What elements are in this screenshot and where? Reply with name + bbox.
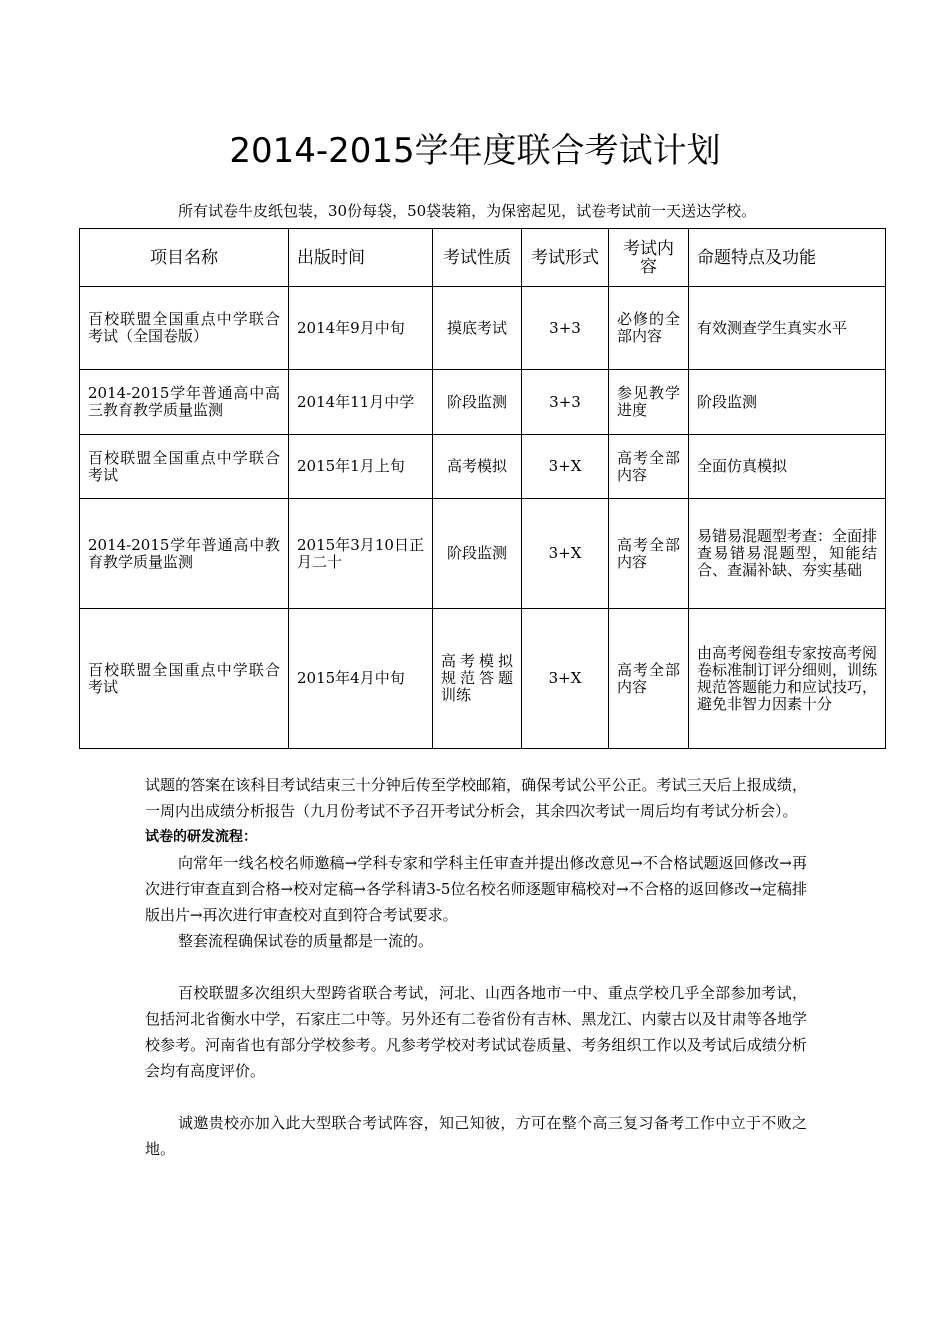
cell-exam-form: 3+X [522,435,609,499]
cell-publish-time: 2015年4月中旬 [289,609,433,749]
process-paragraph: 向常年一线名校名师邀稿→学科专家和学科主任审查并提出修改意见→不合格试题返回修改→再次进行审查直到合格→校对定稿→各学科请3-5位名校名师逐题审稿校对→不合格的返回修改→定稿排版出片→再次进行审查校对直到符合考试要求。 [145,854,807,924]
cell-exam-content: 高考全部内容 [609,435,689,499]
table-row [80,499,886,609]
cell-project-name: 2014-2015学年普通高中教育教学质量监测 [80,499,289,609]
cell-features: 易错易混题型考查：全面排查易错易混题型，知能结合、查漏补缺、夯实基础 [689,499,886,609]
cell-publish-time: 2015年3月10日正月二十 [289,499,433,609]
cell-exam-content: 高考全部内容 [609,499,689,609]
cell-publish-time: 2014年9月中旬 [289,287,433,370]
cell-exam-form: 3+X [522,499,609,609]
cell-features: 由高考阅卷组专家按高考阅卷标准制订评分细则，训练规范答题能力和应试技巧，避免非智力因素十分 [689,609,886,749]
cell-features: 全面仿真模拟 [689,435,886,499]
cell-exam-form: 3+3 [522,370,609,435]
cell-project-name: 百校联盟全国重点中学联合考试 [80,435,289,499]
process-heading: 试卷的研发流程： [145,829,257,845]
header-project-name: 项目名称 [80,229,289,287]
cell-features: 阶段监测 [689,370,886,435]
cell-publish-time: 2014年11月中学 [289,370,433,435]
body-section [145,772,807,1162]
document-title: 2014-2015学年度联合考试计划 [229,131,721,171]
table-row [80,287,886,370]
header-exam-content: 考试内容 [609,229,689,287]
cell-features: 有效测查学生真实水平 [689,287,886,370]
exam-plan-table [79,228,886,749]
packaging-note: 所有试卷牛皮纸包装，30份每袋，50袋装箱，为保密起见，试卷考试前一天送达学校。 [178,202,757,220]
cell-exam-nature: 阶段监测 [433,499,522,609]
cell-exam-form: 3+X [522,609,609,749]
cell-project-name: 百校联盟全国重点中学联合考试 [80,609,289,749]
cell-publish-time: 2015年1月上旬 [289,435,433,499]
answers-paragraph: 试题的答案在该科目考试结束三十分钟后传至学校邮箱，确保考试公平公正。考试三天后上报成绩，一周内出成绩分析报告（九月份考试不予召开考试分析会，其余四次考试一周后均有考试分析会）。 [145,776,807,820]
cell-exam-content: 高考全部内容 [609,609,689,749]
header-exam-form: 考试形式 [522,229,609,287]
cell-exam-nature: 高考模拟规范答题训练 [433,609,522,749]
header-exam-nature: 考试性质 [433,229,522,287]
table-row [80,609,886,749]
cell-exam-content: 参见教学进度 [609,370,689,435]
cell-exam-form: 3+3 [522,287,609,370]
blank-line [145,954,807,980]
invite-paragraph: 诚邀贵校亦加入此大型联合考试阵容，知己知彼，方可在整个高三复习备考工作中立于不败之地。 [145,1114,807,1158]
header-features: 命题特点及功能 [689,229,886,287]
blank-line [145,1084,807,1110]
header-publish-time: 出版时间 [289,229,433,287]
table-row [80,435,886,499]
cell-exam-nature: 阶段监测 [433,370,522,435]
cell-exam-content: 必修的全部内容 [609,287,689,370]
table-header-row [80,229,886,287]
cell-project-name: 2014-2015学年普通高中高三教育教学质量监测 [80,370,289,435]
cell-project-name: 百校联盟全国重点中学联合考试（全国卷版） [80,287,289,370]
table-row [80,370,886,435]
history-paragraph: 百校联盟多次组织大型跨省联合考试，河北、山西各地市一中、重点学校几乎全部参加考试，包括河北省衡水中学，石家庄二中等。另外还有二卷省份有吉林、黑龙江、内蒙古以及甘肃等各地学校参考。河南省也有部分学校参考。凡参考学校对考试试卷质量、考务组织工作以及考试后成绩分析会均有高度评价。 [145,984,807,1080]
cell-exam-nature: 摸底考试 [433,287,522,370]
quality-paragraph: 整套流程确保试卷的质量都是一流的。 [178,932,434,950]
cell-exam-nature: 高考模拟 [433,435,522,499]
